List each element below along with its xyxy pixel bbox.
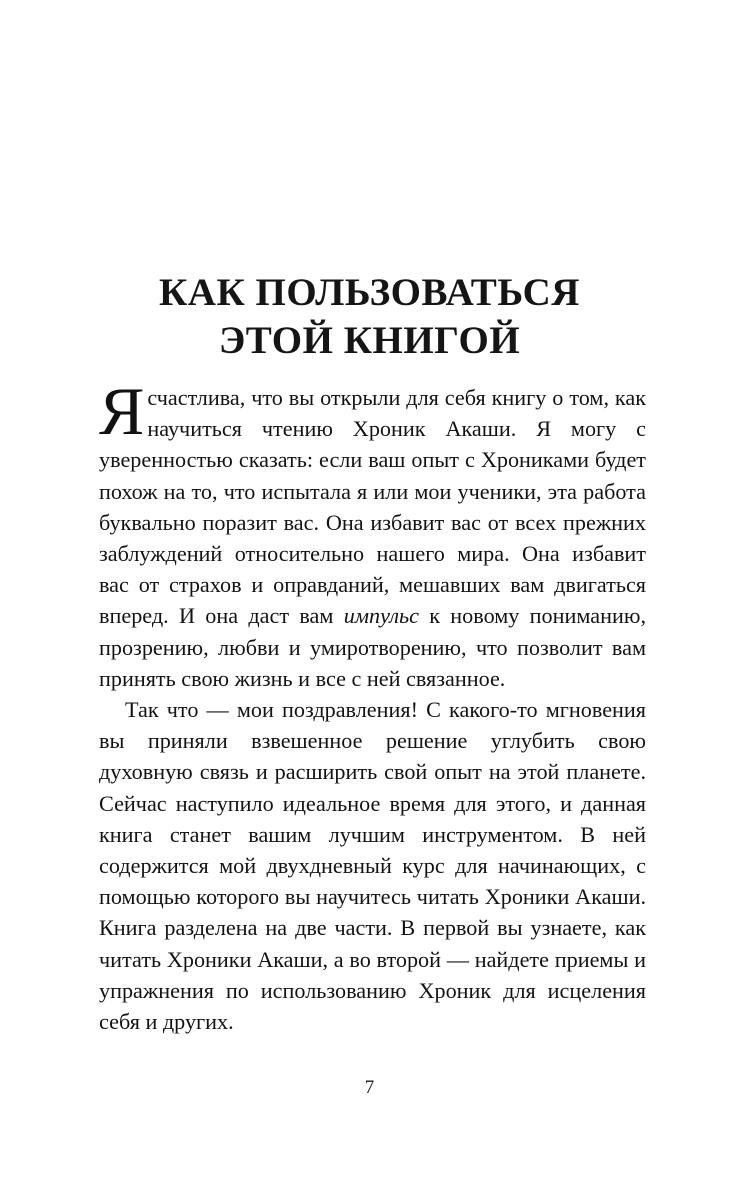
body-text-column	[99, 373, 646, 1037]
chapter-title-line-2: ЭТОЙ КНИГОЙ	[218, 319, 521, 363]
paragraph-1-text-after-italic: к новому пониманию, прозрению, любви и умиротворению, что позволит вам принять свою жизнь и все с ней связанное.	[99, 603, 646, 691]
paragraph-2: Так что — мои поздравления! С какого-то мгновения вы приняли взвешенное решение углубить свою духовную связь и расширить свой опыт на этой планете. Сейчас наступило идеальное время для этого, и данная книга станет вашим лучшим инструментом. В ней содержится мой двухдневный курс для начинающих, с помощью которого вы научитесь читать Хроники Акаши. Книга разделена на две части. В первой вы узнаете, как читать Хроники Акаши, а во второй — найдете приемы и упражнения по использованию Хроник для исцеления себя и других.	[99, 697, 646, 1035]
chapter-title	[0, 269, 739, 365]
paragraph-1-text-before-italic: счастлива, что вы открыли для себя книгу о том, как научиться чтению Хроник Акаши. Я могу с уверенностью сказать: если ваш опыт с Хрониками будет похож на то, что испытала я или мои ученики, эта работа буквально поразит вас. Она избавит вас от всех прежних заблуждений относительно нашего мира. Она избавит вас от страхов и оправданий, мешавших вам двигаться вперед. И она даст вам	[99, 385, 646, 629]
drop-cap: Я	[99, 373, 145, 449]
paragraph-1	[99, 373, 646, 694]
chapter-title-line-1: КАК ПОЛЬЗОВАТЬСЯ	[159, 271, 580, 315]
page-number: 7	[364, 1077, 375, 1098]
paragraph-1-emphasis: импульс	[343, 603, 419, 629]
